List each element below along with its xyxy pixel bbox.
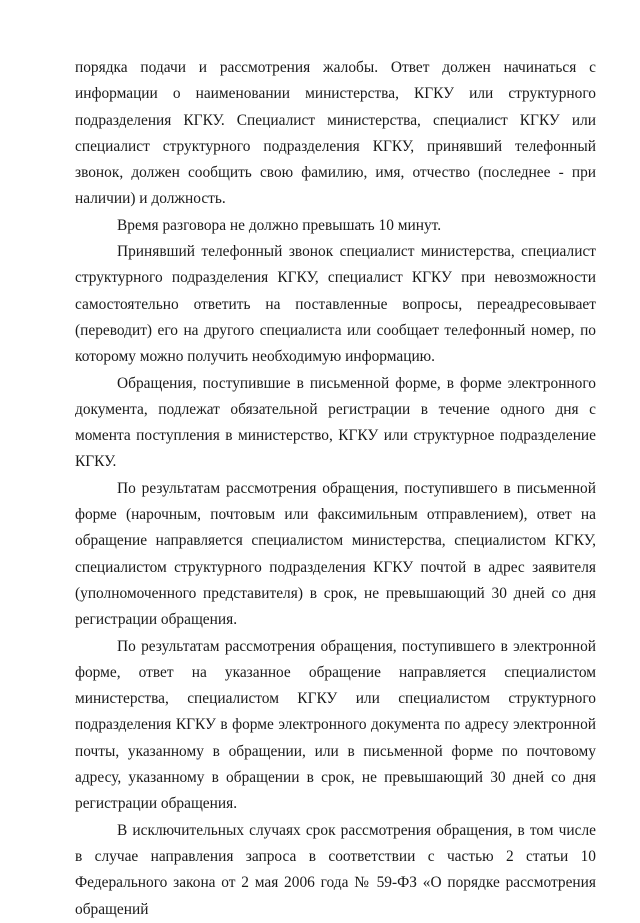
paragraph-5: По результатам рассмотрения обращения, поступившего в письменной форме (нарочным, почтовым или факсимильным отправлением), ответ на обращение направляется специалистом министерства, специалистом КГКУ, специалистом структурного подразделения КГКУ почтой в адрес заявителя (уполномоченного представителя) в срок, не превышающий 30 дней со дня регистрации обращения. xyxy=(75,479,596,629)
document-page xyxy=(75,55,596,923)
paragraph-1: порядка подачи и рассмотрения жалобы. Ответ должен начинаться с информации о наименовании министерства, КГКУ или структурного подразделения КГКУ. Специалист министерства, специалист КГКУ или специалист структурного подразделения КГКУ, принявший телефонный звонок, должен сообщить свою фамилию, имя, отчество (последнее - при наличии) и должность. xyxy=(75,59,596,208)
paragraph-7: В исключительных случаях срок рассмотрения обращения, в том числе в случае направления запроса в соответствии с частью 2 статьи 10 Федерального закона от 2 мая 2006 года № 59-ФЗ «О порядке рассмотрения обращений xyxy=(75,821,596,918)
paragraph-6: По результатам рассмотрения обращения, поступившего в электронной форме, ответ на указанное обращение направляется специалистом министерства, специалистом КГКУ или специалистом структурного подразделения КГКУ в форме электронного документа по адресу электронной почты, указанному в обращении, или в письменной форме по почтовому адресу, указанному в обращении в срок, не превышающий 30 дней со дня регистрации обращения. xyxy=(75,637,596,813)
paragraph-2: Время разговора не должно превышать 10 минут. xyxy=(117,216,442,234)
paragraph-3: Принявший телефонный звонок специалист министерства, специалист структурного подразделения КГКУ, специалист КГКУ при невозможности самостоятельно ответить на поставленные вопросы, переадресовывает (переводит) его на другого специалиста или сообщает телефонный номер, по которому можно получить необходимую информацию. xyxy=(75,243,596,366)
paragraph-4: Обращения, поступившие в письменной форме, в форме электронного документа, подлежат обязательной регистрации в течение одного дня с момента поступления в министерство, КГКУ или структурное подразделение КГКУ. xyxy=(75,374,596,471)
